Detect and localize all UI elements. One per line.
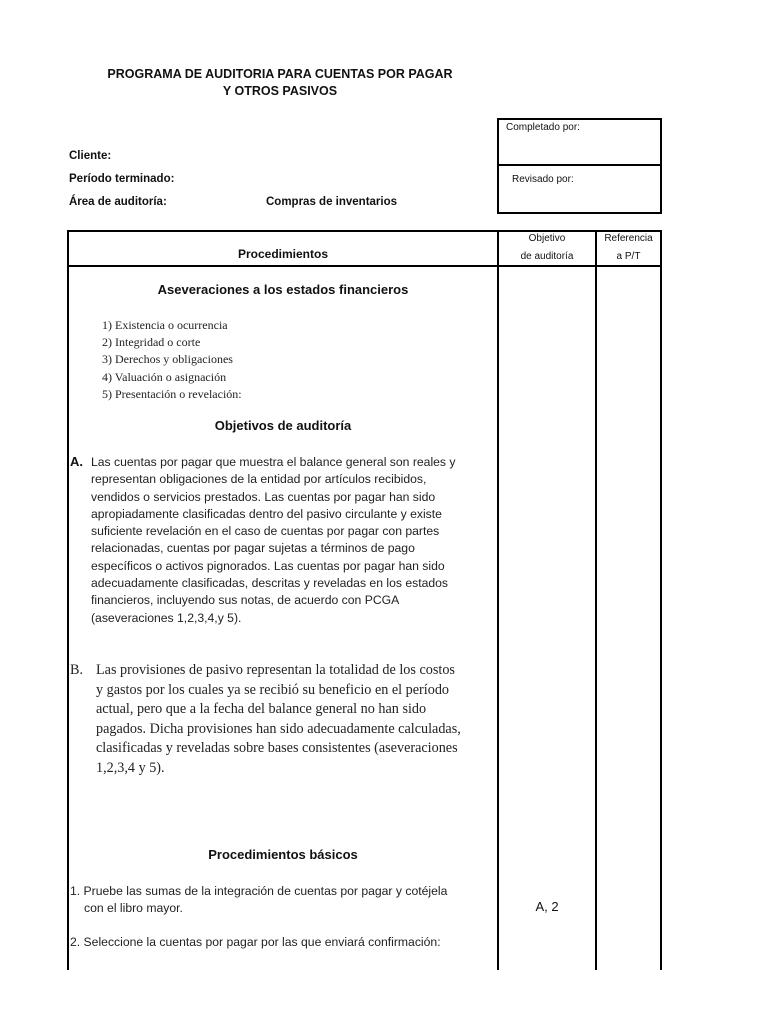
procedure-1: [70, 883, 495, 918]
assertion-item: 2) Integridad o corte: [102, 335, 201, 350]
objective-a-line: (aseveraciones 1,2,3,4,y 5).: [91, 610, 242, 625]
objective-a-line: suficiente revelación en el caso de cuentas por pagar con partes: [91, 524, 440, 539]
objective-b-line: pagados. Dicha provisiones han sido adecuadamente calculadas,: [96, 720, 461, 737]
objective-a-paragraph: [91, 454, 491, 627]
objective-a-marker: A.: [70, 454, 83, 469]
objective-b-line: Las provisiones de pasivo representan la totalidad de los costos: [96, 662, 455, 678]
completed-by-label: Completado por:: [506, 122, 580, 133]
objective-a-line: adecuadamente clasificadas, descritas y reveladas en los estados: [91, 576, 449, 591]
procedure-2: [70, 934, 495, 951]
procedure-1-objective: A, 2: [535, 899, 559, 914]
table-header-bottom-border: [67, 265, 662, 267]
table-divider-2: [595, 230, 597, 970]
assertion-item: 1) Existencia o ocurrencia: [102, 318, 228, 332]
objective-a-line: Las cuentas por pagar que muestra el balance general son reales y: [91, 455, 456, 469]
header-objective-line1: Objetivo: [528, 233, 566, 244]
header-objective-line2: de auditoría: [520, 251, 574, 262]
objective-b-line: 1,2,3,4 y 5).: [96, 759, 165, 776]
header-reference-line2: a P/T: [616, 251, 641, 262]
assertions-heading: Aseveraciones a los estados financieros: [157, 282, 409, 297]
assertion-item: 3) Derechos y obligaciones: [102, 352, 233, 367]
procedure-1-line1: 1. Pruebe las sumas de la integración de cuentas por pagar y cotéjela: [70, 884, 448, 898]
objective-b-marker: B.: [70, 662, 84, 678]
client-label: Cliente:: [69, 150, 112, 162]
header-reference-line1: Referencia: [604, 233, 653, 244]
header-procedures: Procedimientos: [237, 247, 329, 261]
objective-a-line: específicos o activos pignorados. Las cuentas por pagar han sido: [91, 558, 445, 573]
area-value: Compras de inventarios: [266, 196, 398, 208]
objective-a-line: financieros, incluyendo sus notas, de acuerdo con PCGA: [91, 593, 400, 608]
objective-b-line: actual, pero que a la fecha del balance general no han sido: [96, 701, 427, 718]
assertion-item: 5) Presentación o revelación:: [102, 386, 242, 401]
procedure-1-line2: con el libro mayor.: [84, 901, 183, 916]
objective-a-line: vendidos o servicios prestados. Las cuentas por pagar han sido: [91, 489, 436, 504]
basic-procedures-heading: Procedimientos básicos: [208, 847, 358, 862]
objective-a-line: apropiadamente clasificadas dentro del pasivo circulante y existe: [91, 506, 442, 521]
title-line-2: Y OTROS PASIVOS: [222, 84, 338, 98]
table-right-border: [660, 230, 662, 970]
objectives-heading: Objetivos de auditoría: [214, 418, 352, 433]
title-line-1: PROGRAMA DE AUDITORIA PARA CUENTAS POR PAGAR: [107, 67, 453, 81]
table-divider-1: [497, 230, 499, 970]
assertions-list: [102, 317, 242, 403]
period-label: Período terminado:: [69, 173, 175, 185]
procedure-2-line1: 2. Seleccione la cuentas por pagar por las que enviará confirmación:: [70, 935, 441, 949]
signoff-divider: [497, 164, 662, 166]
objective-b-line: y gastos por los cuales ya se recibió su beneficio en el período: [96, 681, 450, 698]
assertion-item: 4) Valuación o asignación: [102, 369, 227, 384]
table-top-border: [67, 230, 662, 232]
reviewed-by-label: Revisado por:: [512, 174, 574, 185]
document-title: [60, 66, 500, 100]
area-label: Área de auditoría:: [69, 196, 167, 208]
objective-b-line: clasificadas y reveladas sobre bases consistentes (aseveraciones: [96, 740, 458, 757]
objective-b-paragraph: [96, 661, 496, 779]
objective-a-line: relacionadas, cuentas por pagar sujetas a términos de pago: [91, 541, 415, 556]
objective-a-line: representan obligaciones de la entidad por artículos recibidos,: [91, 472, 427, 487]
